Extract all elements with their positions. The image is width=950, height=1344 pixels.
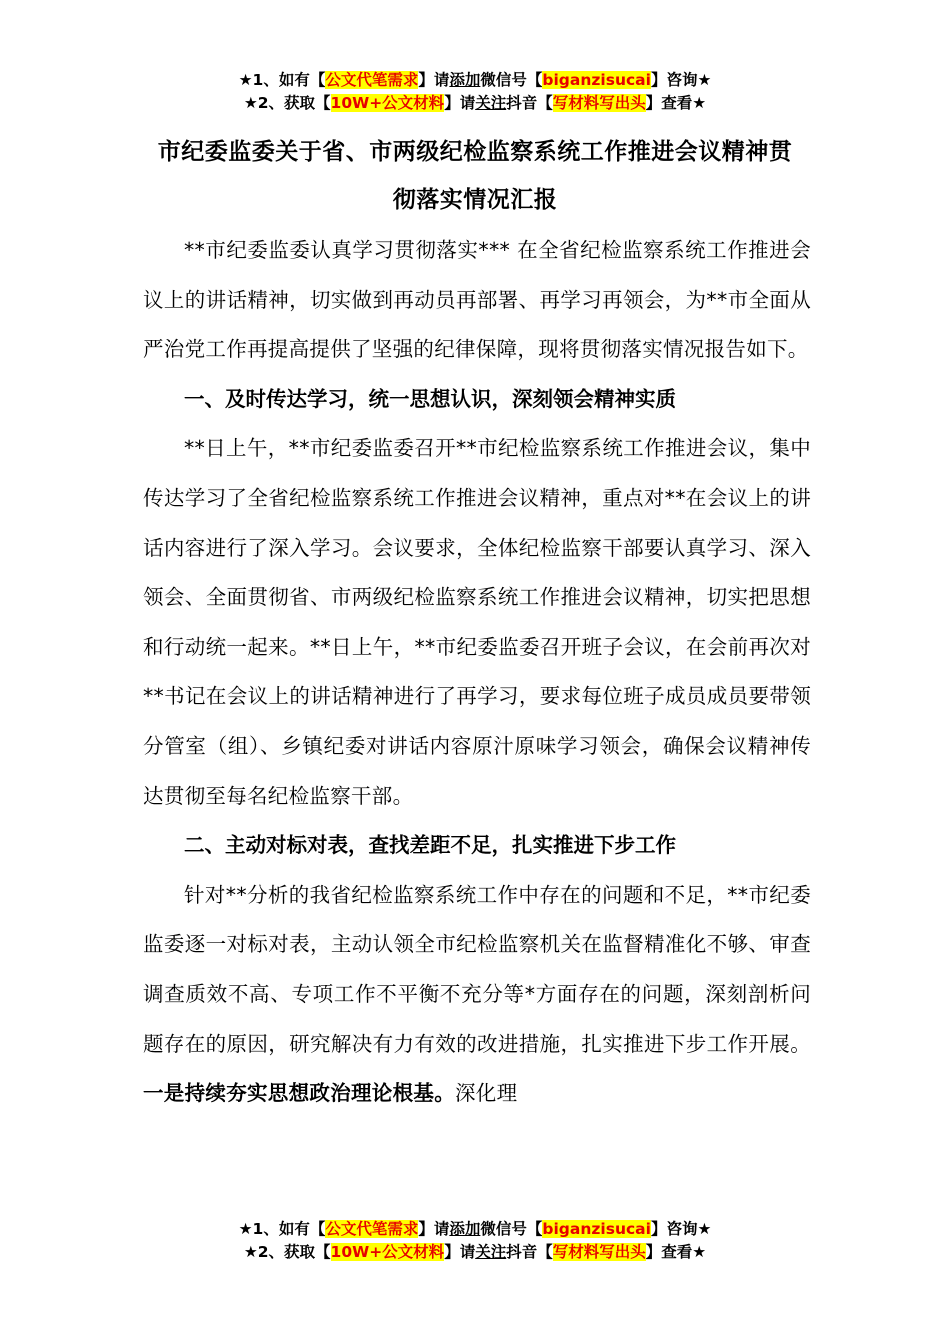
promo-line-2: ★2、获取【10W+公文材料】请关注抖音【写材料写出头】查看★ bbox=[243, 94, 707, 112]
promo-line-2: ★2、获取【10W+公文材料】请关注抖音【写材料写出头】查看★ bbox=[243, 1243, 707, 1261]
section-1-paragraph: **日上午，**市纪委监委召开**市纪检监察系统工作推进会议，集中传达学习了全省纪检监察系统工作推进会议精神，重点对**在会议上的讲话内容进行了深入学习。会议要求，全体纪检监察干部要认真学习、深入领会、全面贯彻省、市两级纪检监察系统工作推进会议精神，切实把思想和行动统一起来。**日上午，**市纪委监委召开班子会议，在会前再次对**书记在会议上的讲话精神进行了再学习，要求每位班子成员成员要带领分管室（组）、乡镇纪委对讲话内容原汁原味学习领会，确保会议精神传达贯彻至每名纪检监察干部。 bbox=[143, 436, 811, 808]
document-title: 市纪委监委关于省、市两级纪检监察系统工作推进会议精神贯彻落实情况汇报 bbox=[157, 139, 793, 213]
section-2-paragraph: 针对**分析的我省纪检监察系统工作中存在的问题和不足，**市纪委监委逐一对标对表，主动认领全市纪检监察机关在监督精准化不够、审查调查质效不高、专项工作不平衡不充分等*方面存在的问题，深刻剖析问题存在的原因，研究解决有力有效的改进措施，扎实推进下步工作开展。一是持续夯实思想政治理论根基。深化理 bbox=[143, 882, 811, 1106]
promo-banner-bottom bbox=[0, 1218, 950, 1264]
promo-line-1: ★1、如有【公文代笔需求】请添加微信号【biganzisucai】咨询★ bbox=[238, 71, 712, 89]
document-body bbox=[143, 226, 811, 1119]
promo-banner-top bbox=[0, 69, 950, 115]
intro-paragraph: **市纪委监委认真学习贯彻落实*** 在全省纪检监察系统工作推进会议上的讲话精神，切实做到再动员再部署、再学习再领会，为**市全面从严治党工作再提高提供了坚强的纪律保障，现将贯彻落实情况报告如下。 bbox=[143, 238, 811, 362]
section-1-heading: 一、及时传达学习，统一思想认识，深刻领会精神实质 bbox=[184, 386, 676, 411]
promo-line-1: ★1、如有【公文代笔需求】请添加微信号【biganzisucai】咨询★ bbox=[238, 1220, 712, 1238]
section-2-heading: 二、主动对标对表，查找差距不足，扎实推进下步工作 bbox=[184, 833, 676, 858]
